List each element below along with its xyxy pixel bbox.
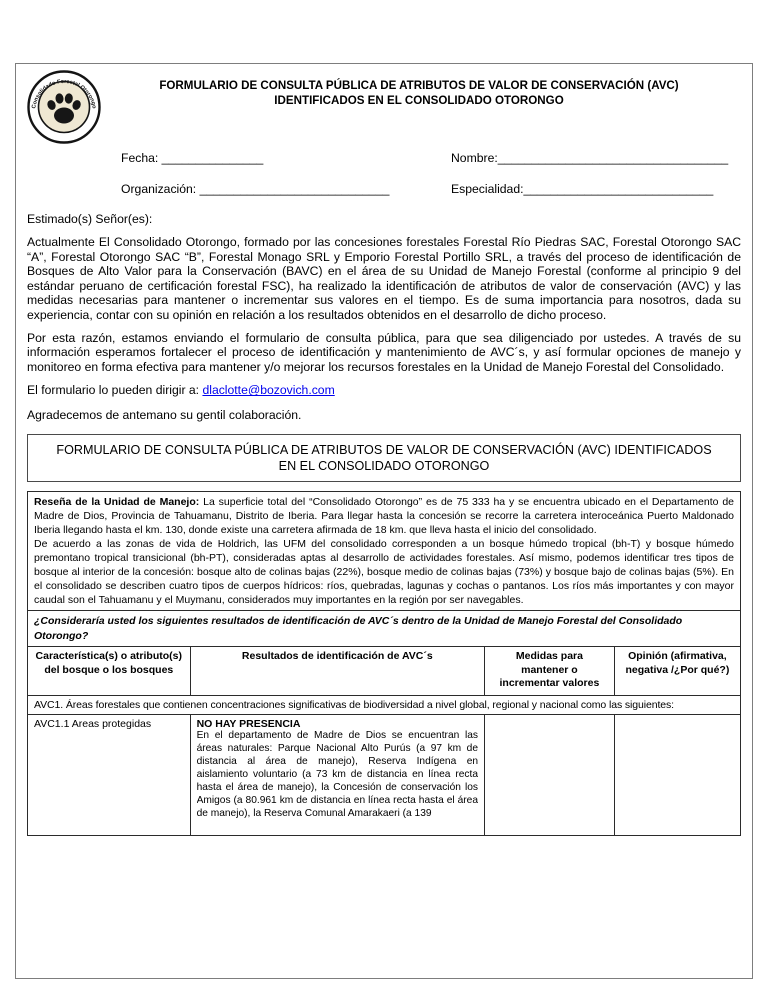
email-line — [27, 383, 741, 398]
avc1-heading-row — [28, 696, 741, 715]
logo-ring-text: Consolidado Forestal Otorongo — [31, 78, 97, 110]
resena-row — [28, 492, 741, 611]
column-header-opinion: Opinión (afirmativa, negativa /¿Por qué?) — [614, 647, 740, 696]
result-cell — [190, 715, 484, 836]
result-title: NO HAY PRESENCIA — [196, 718, 301, 731]
page-frame — [15, 63, 753, 979]
thanks-line: Agradecemos de antemano su gentil colaboración. — [27, 408, 302, 423]
document-title-line1: FORMULARIO DE CONSULTA PÚBLICA DE ATRIBUTOS DE VALOR DE CONSERVACIÓN (AVC) — [159, 79, 679, 92]
fields-row-1 — [27, 151, 741, 167]
organizacion-field: Organización: ____________________________ — [121, 182, 390, 196]
email-line-prefix: El formulario lo pueden dirigir a: — [27, 383, 203, 398]
document-title — [115, 68, 741, 108]
email-link[interactable]: dlaclotte@bozovich.com — [202, 383, 335, 398]
resena-label: Reseña de la Unidad de Manejo: — [34, 496, 200, 509]
logo — [27, 68, 115, 149]
nombre-field: Nombre:__________________________________ — [451, 151, 729, 165]
column-header-caracteristica: Característica(s) o atributo(s) del bosque o los bosques — [28, 647, 191, 696]
especialidad-field: Especialidad:____________________________ — [451, 182, 714, 196]
letter-paragraph-1: Actualmente El Consolidado Otorongo, formado por las concesiones forestales Forestal Río Piedras SAC, Forestal Otorongo SAC “A”, Forestal Otorongo SAC “B”, Forestal Monago SRL y Emporio Forestal Portillo SRL, a través del proceso de identificación de Bosques de Alto Valor para la Conservación (BAVC) en el área de su Unidad de Manejo Forestal (conforme al principio 9 del estándar peruano de certificación forestal FSC), ha realizado la identificación de atributos de valor de conservación (AVC) y las medidas necesarias para mantener o incrementar sus valores en el tiempo. Es de suma importancia para nosotros, dada su experiencia, contar con su opinión en relación a los resultados obtenidos en el desarrollo de dicho proceso. — [27, 235, 741, 322]
salutation: Estimado(s) Señor(es): — [27, 212, 153, 226]
column-header-resultados: Resultados de identificación de AVC´s — [190, 647, 484, 696]
measures-cell — [485, 715, 615, 836]
document-header — [27, 68, 741, 149]
otorongo-logo — [27, 70, 101, 144]
result-text: En el departamento de Madre de Dios se encuentran las áreas naturales: Parque Nacional Alto Purús (a 97 km de distancia al área de manejo), Reserva Indígena en aislamiento voluntario (a 73 km de distancia en línea recta hasta el área de manejo), la Concesión de conservación los Amigos (a 80.961 km de distancia en línea recta hasta el área de manejo), la Reserva Comunal Amarakaeri (a 139 — [196, 730, 479, 819]
form-title-box: FORMULARIO DE CONSULTA PÚBLICA DE ATRIBUTOS DE VALOR DE CONSERVACIÓN (AVC) IDENTIFICADOS EN EL CONSOLIDADO OTORONGO — [27, 434, 741, 482]
avc-consultation-table — [27, 491, 741, 836]
letter-paragraph-2: Por esta razón, estamos enviando el formulario de consulta pública, para que sea diligenciado por ustedes. A través de su información esperamos fortalecer el proceso de identificación y mantenimiento de AVC´s, y así formular opciones de manejo y monitoreo en forma efectiva para mantener y/o mejorar los recursos forestales en la Unidad de Manejo Forestal del Consolidado. — [27, 330, 741, 374]
table-row-avc1-1 — [28, 715, 741, 836]
question-cell: ¿Consideraría usted los siguientes resultados de identificación de AVC´s dentro de la Unidad de Manejo Forestal del Consolidado Otorongo? — [28, 611, 741, 647]
resena-paragraph-1: La superficie total del “Consolidado Otorongo” es de 75 333 ha y se encuentra ubicado en el Departamento de Madre de Dios, Provincia de Tahuamanu, Distrito de Iberia. Para llegar hasta la concesión se recorre la carretera interoceánica Puerto Maldonado Iberia llegando hasta el km. 130, donde existe una carretera afirmada de 18 km. que lleva hasta el inicio del consolidado. — [34, 496, 735, 537]
resena-cell — [28, 492, 741, 611]
fields-row-2 — [27, 182, 741, 198]
column-header-medidas: Medidas para mantener o incrementar valores — [485, 647, 615, 696]
document-title-line2: IDENTIFICADOS EN EL CONSOLIDADO OTORONGO — [274, 94, 564, 107]
question-row — [28, 611, 741, 647]
avc1-heading-cell: AVC1. Áreas forestales que contienen concentraciones significativas de biodiversidad a nivel global, regional y nacional como las siguientes: — [28, 696, 741, 715]
fecha-field: Fecha: _______________ — [121, 151, 264, 165]
table-header-row — [28, 647, 741, 696]
opinion-cell — [614, 715, 740, 836]
result-content — [197, 718, 478, 820]
attribute-cell: AVC1.1 Areas protegidas — [28, 715, 191, 836]
resena-paragraph-2: De acuerdo a las zonas de vida de Holdrich, las UFM del consolidado corresponden a un bosque húmedo tropical (bh-T) y bosque húmedo premontano tropical transicional (bh-PT), consideradas aptas al desarrollo de actividades forestales. Así mismo, podemos identificar tres tipos de bosque al interior de la concesión: bosque alto de colinas bajas (22%), bosque medio de colinas bajas (73%) y bosque bajo de colinas bajas (5%). En el consolidado se describen cuatro tipos de cuerpos hídricos: ríos, quebradas, lagunas y cochas o pantanos. Los ríos más importantes y con mayor caudal son el Tahuamanu y el Muymanu, considerados muy importantes en la región por ser navegables. — [34, 538, 734, 607]
